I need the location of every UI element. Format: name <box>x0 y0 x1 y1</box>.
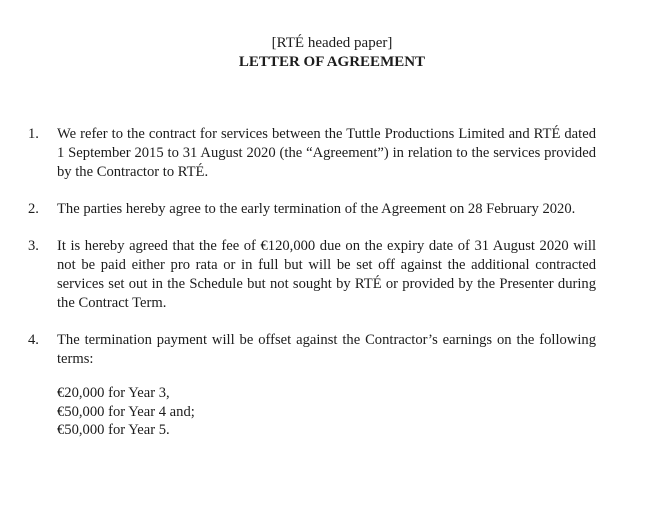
clause-number: 3. <box>28 238 39 254</box>
letter-title: LETTER OF AGREEMENT <box>238 54 426 70</box>
clause-list <box>28 125 596 440</box>
clause-number: 4. <box>28 332 39 348</box>
clause-2 <box>28 200 596 219</box>
payment-terms <box>28 384 596 440</box>
clause-number: 2. <box>28 201 39 217</box>
clause-text: We refer to the contract for services between the Tuttle Productions Limited and RTÉ dated 1 September 2015 to 31 August 2020 (the “Agreement”) in relation to the services provided by the Contractor to RTÉ. <box>57 126 596 180</box>
clause-1 <box>28 125 596 182</box>
clause-number: 1. <box>28 126 39 142</box>
clause-4 <box>28 331 596 369</box>
clause-text: The termination payment will be offset against the Contractor’s earnings on the following terms: <box>57 332 596 367</box>
clause-text: The parties hereby agree to the early termination of the Agreement on 28 February 2020. <box>57 201 576 217</box>
payment-term-year-4: €50,000 for Year 4 and; <box>57 403 195 420</box>
headed-paper-note: [RTÉ headed paper] <box>271 35 393 51</box>
payment-term-year-5: €50,000 for Year 5. <box>57 422 170 438</box>
payment-term-year-3: €20,000 for Year 3, <box>57 385 170 401</box>
clause-3 <box>28 237 596 313</box>
clause-text: It is hereby agreed that the fee of €120,000 due on the expiry date of 31 August 2020 will not be paid either pro rata or in full but will be set off against the additional contracted services set out in the Schedule but not sought by RTÉ or provided by the Presenter during the Contract Term. <box>57 238 596 311</box>
letter-header <box>0 34 650 72</box>
